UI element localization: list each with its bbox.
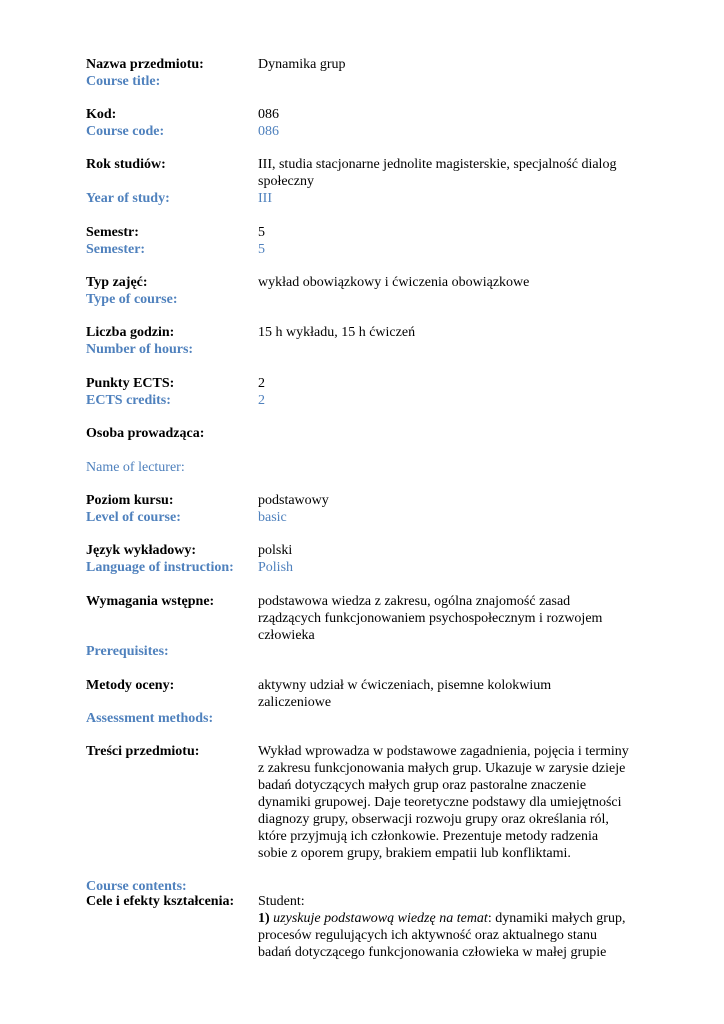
language-value: polski [258,543,293,558]
ects-label: Punkty ECTS: [86,376,175,391]
course-code-label: Kod: [86,107,117,122]
course-type-label: Typ zajęć: [86,275,148,290]
level-value: podstawowy [258,493,329,508]
language-value-en: Polish [258,560,294,575]
assessment-label: Metody oceny: [86,678,175,693]
semester-value: 5 [258,225,265,240]
hours-label-en: Number of hours: [86,342,194,357]
contents-label-en: Course contents: [86,879,187,894]
course-code-value: 086 [258,107,279,122]
level-label: Poziom kursu: [86,493,174,508]
language-label: Język wykładowy: [86,543,197,558]
semester-value-en: 5 [258,242,265,257]
contents-label: Treści przedmiotu: [86,744,200,759]
year-value-en: III [258,191,272,206]
contents-value: Wykład wprowadza w podstawowe zagadnienia, pojęcia i terminy z zakresu funkcjonowania małych grup. Ukazuje w zarysie dzieje badań dotyczących małych grup oraz pastoralne znaczenie dynamiki grupowej. Daje teoretyczne podstawy dla umiejętności diagnozy grupy, obserwacji rozwoju grupy oraz określania ról, które przyjmują ich członkowie. Prezentuje metody radzenia sobie z oporem grupy, brakiem empatii lub konfliktami. [258,744,629,861]
course-code-label-en: Course code: [86,124,165,139]
semester-label: Semestr: [86,225,139,240]
goals-item-1: 1) uzyskuje podstawową wiedzę na temat: dynamiki małych grup, procesów regulujących ich aktywność oraz aktualnego stanu badań dotyczącego funkcjonowania człowieka w małej grupie [258,911,626,960]
ects-value: 2 [258,376,265,391]
course-code-value-en: 086 [258,124,279,139]
prerequisites-label-en: Prerequisites: [86,644,169,659]
ects-value-en: 2 [258,393,265,408]
year-value: III, studia stacjonarne jednolite magisterskie, specjalność dialog społeczny [258,157,617,189]
level-value-en: basic [258,510,287,525]
year-label-en: Year of study: [86,191,170,206]
ects-label-en: ECTS credits: [86,393,171,408]
assessment-value: aktywny udział w ćwiczeniach, pisemne kolokwium zaliczeniowe [258,678,552,710]
course-title-label-en: Course title: [86,74,161,89]
prerequisites-value: podstawowa wiedza z zakresu, ogólna znajomość zasad rządzących funkcjonowaniem psychospołecznym i rozwojem człowieka [258,594,603,643]
assessment-label-en: Assessment methods: [86,711,214,726]
level-label-en: Level of course: [86,510,181,525]
prerequisites-label: Wymagania wstępne: [86,594,215,609]
lecturer-label-en: Name of lecturer: [86,460,185,475]
goals-student: Student: [258,894,305,909]
course-title-label: Nazwa przedmiotu: [86,57,204,72]
language-label-en: Language of instruction: [86,560,234,575]
course-type-value: wykład obowiązkowy i ćwiczenia obowiązkowe [258,275,530,290]
lecturer-label: Osoba prowadząca: [86,426,205,441]
course-title-value: Dynamika grup [258,57,346,72]
year-label: Rok studiów: [86,157,166,172]
goals-label: Cele i efekty kształcenia: [86,894,235,909]
hours-value: 15 h wykładu, 15 h ćwiczeń [258,325,416,340]
semester-label-en: Semester: [86,242,146,257]
hours-label: Liczba godzin: [86,325,175,340]
course-type-label-en: Type of course: [86,292,178,307]
